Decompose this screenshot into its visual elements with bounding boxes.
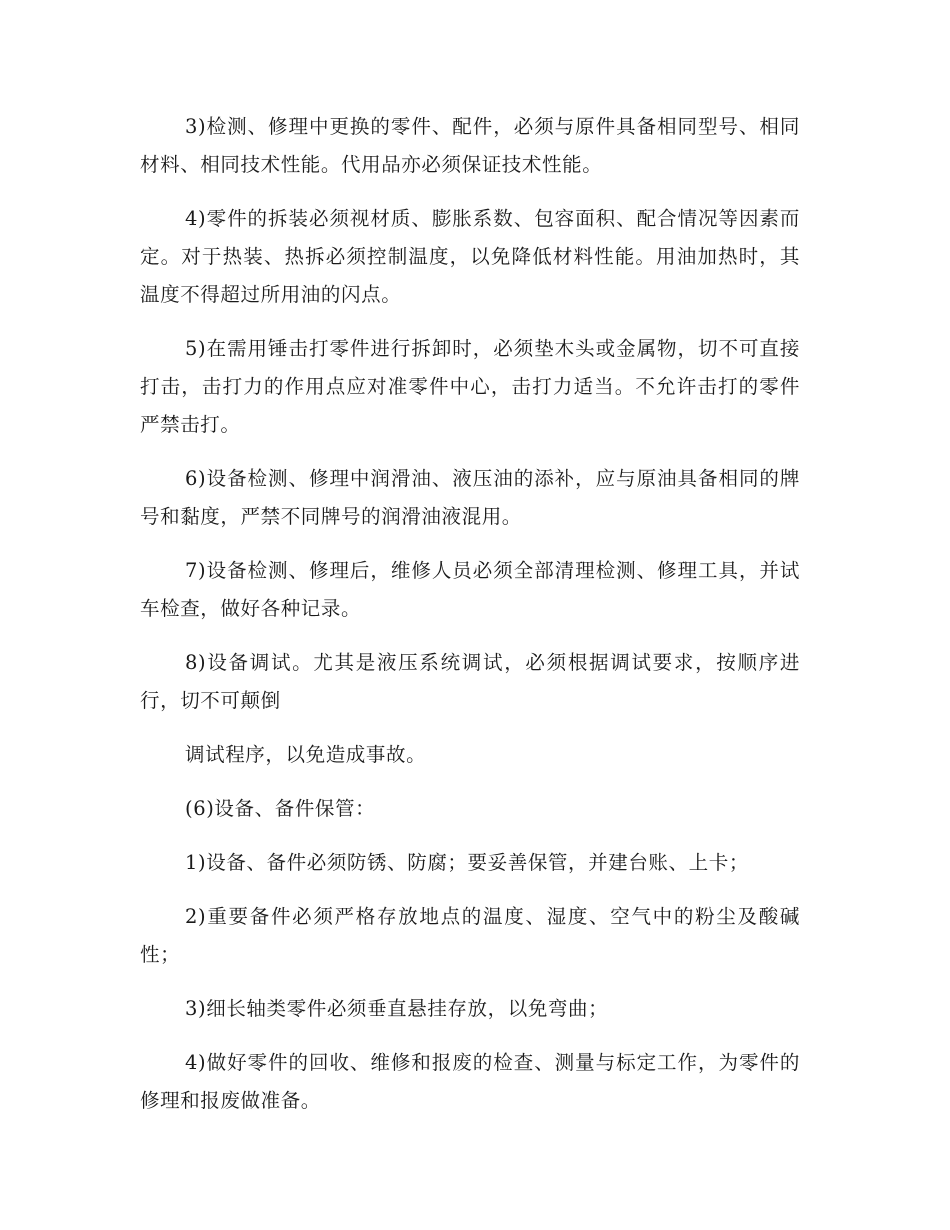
document-body: [140, 108, 800, 1136]
paragraph: 1)设备、备件必须防锈、防腐；要妥善保管，并建台账、上卡；: [185, 851, 749, 874]
paragraph: 调试程序，以免造成事故。: [185, 743, 427, 766]
paragraph: 5)在需用锤击打零件进行拆卸时，必须垫木头或金属物，切不可直接打击，击打力的作用点应对准零件中心，击打力适当。不允许击打的零件严禁击打。: [140, 337, 800, 436]
paragraph: 7)设备检测、修理后，维修人员必须全部清理检测、修理工具，并试车检查，做好各种记录。: [140, 559, 800, 620]
paragraph: 4)做好零件的回收、维修和报废的检查、测量与标定工作，为零件的修理和报废做准备。: [140, 1051, 800, 1112]
paragraph: 3)检测、修理中更换的零件、配件，必须与原件具备相同型号、相同材料、相同技术性能。代用品亦必须保证技术性能。: [140, 115, 800, 176]
paragraph: 6)设备检测、修理中润滑油、液压油的添补，应与原油具备相同的牌号和黏度，严禁不同牌号的润滑油液混用。: [140, 467, 800, 528]
paragraph: 3)细长轴类零件必须垂直悬挂存放，以免弯曲；: [185, 997, 609, 1020]
section-heading: (6)设备、备件保管：: [185, 797, 376, 820]
paragraph: 8)设备调试。尤其是液压系统调试，必须根据调试要求，按顺序进行，切不可颠倒: [140, 651, 800, 712]
paragraph: 4)零件的拆装必须视材质、膨胀系数、包容面积、配合情况等因素而定。对于热装、热拆必须控制温度，以免降低材料性能。用油加热时，其温度不得超过所用油的闪点。: [140, 207, 800, 306]
paragraph: 2)重要备件必须严格存放地点的温度、湿度、空气中的粉尘及酸碱性；: [140, 905, 800, 966]
